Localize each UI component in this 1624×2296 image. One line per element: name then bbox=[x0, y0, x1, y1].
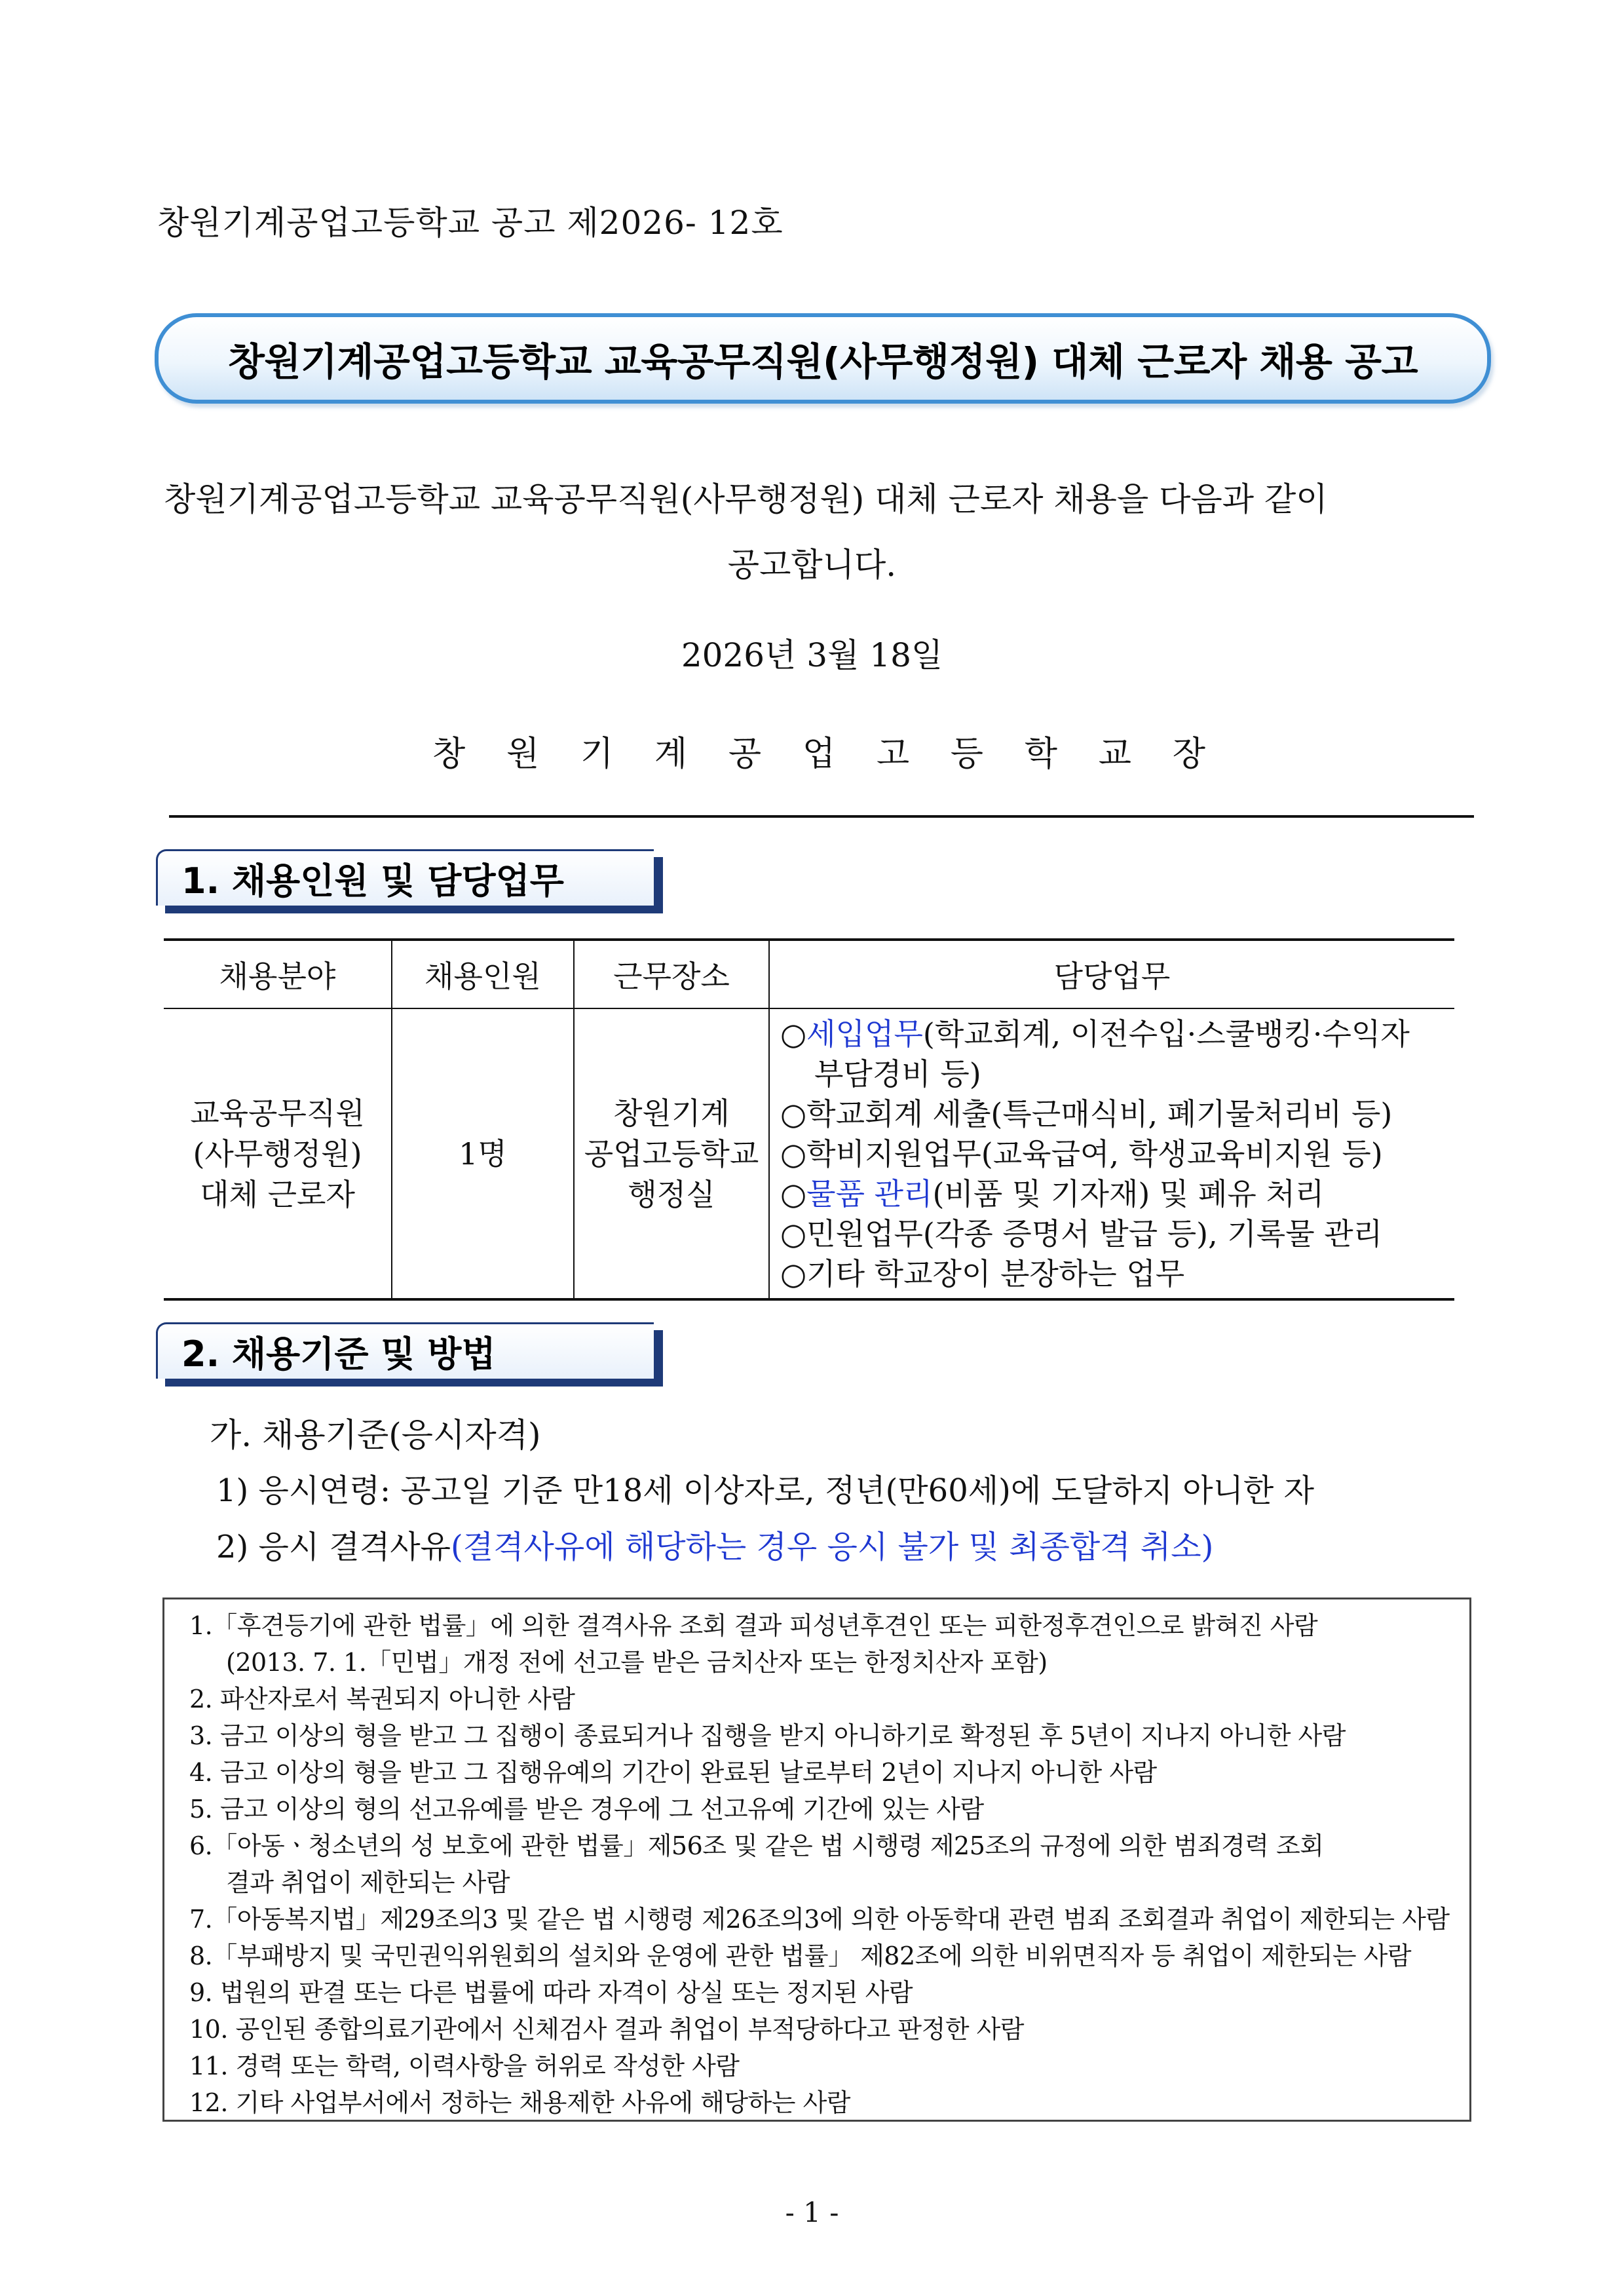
list-item: 1.「후견등기에 관한 법률」에 의한 결격사유 조회 결과 피성년후견인 또는 피한정후견인으로 밝혀진 사람 bbox=[189, 1611, 1318, 1640]
header-count: 채용인원 bbox=[392, 940, 574, 1008]
page-number: - 1 - bbox=[785, 2196, 839, 2229]
list-item: 6.「아동ㆍ청소년의 성 보호에 관한 법률」제56조 및 같은 법 시행령 제25조의 규정에 의한 범죄경력 조회 bbox=[189, 1831, 1324, 1860]
header-field: 채용분야 bbox=[164, 940, 392, 1008]
list-item: 2. 파산자로서 복권되지 아니한 사람 bbox=[189, 1685, 575, 1713]
duty-highlight: 물품 관리 bbox=[806, 1176, 933, 1212]
principal-char: 원 bbox=[506, 735, 540, 774]
list-item: 4. 금고 이상의 형을 받고 그 집행유예의 기간이 완료된 날로부터 2년이 지나지 아니한 사람 bbox=[189, 1758, 1157, 1787]
principal-char: 등 bbox=[950, 735, 984, 774]
duty-item: ○기타 학교장이 분장하는 업무 bbox=[780, 1256, 1185, 1292]
duty-item-cont: 부담경비 등) bbox=[814, 1056, 981, 1092]
header-duties: 담당업무 bbox=[769, 940, 1454, 1008]
disqualification-box bbox=[162, 1598, 1471, 2122]
section-1-title: 1. 채용인원 및 담당업무 bbox=[181, 860, 564, 902]
list-item: 10. 공인된 종합의료기관에서 신체검사 결과 취업이 부적당하다고 판정한 사람 bbox=[189, 2015, 1025, 2044]
list-item: 5. 금고 이상의 형의 선고유예를 받은 경우에 그 선고유예 기간에 있는 사람 bbox=[189, 1795, 984, 1824]
principal-char: 계 bbox=[654, 735, 688, 774]
list-item: 11. 경력 또는 학력, 이력사항을 허위로 작성한 사람 bbox=[189, 2052, 740, 2080]
list-item: 9. 법원의 판결 또는 다른 법률에 따라 자격이 상실 또는 정지된 사람 bbox=[189, 1978, 913, 2007]
section-1-heading bbox=[156, 849, 654, 906]
list-item: 12. 기타 사업부서에서 정하는 채용제한 사유에 해당하는 사람 bbox=[189, 2088, 850, 2117]
header-place: 근무장소 bbox=[574, 940, 769, 1008]
list-item: 결과 취업이 제한되는 사람 bbox=[226, 1868, 510, 1897]
document-title: 창원기계공업고등학교 교육공무직원(사무행정원) 대체 근로자 채용 공고 bbox=[227, 339, 1418, 384]
cell-count: 1명 bbox=[392, 1008, 574, 1299]
criteria-2-label: 2) 응시 결격사유 bbox=[216, 1529, 451, 1565]
announcement-date: 2026년 3월 18일 bbox=[681, 636, 943, 674]
criteria-age: 1) 응시연령: 공고일 기준 만18세 이상자로, 정년(만60세)에 도달하지 아니한 자 bbox=[216, 1472, 1314, 1509]
principal-char: 업 bbox=[802, 735, 836, 774]
notice-number: 창원기계공업고등학교 공고 제2026- 12호 bbox=[157, 204, 784, 242]
place-line: 창원기계 bbox=[613, 1095, 730, 1131]
principal-char: 교 bbox=[1098, 735, 1131, 774]
field-line: 대체 근로자 bbox=[200, 1176, 355, 1212]
intro-line-1: 창원기계공업고등학교 교육공무직원(사무행정원) 대체 근로자 채용을 다음과 같이 bbox=[164, 480, 1328, 518]
cell-place bbox=[574, 1008, 769, 1299]
principal-char: 고 bbox=[876, 735, 910, 774]
principal-char: 기 bbox=[580, 735, 614, 774]
criteria-2-note: (결격사유에 해당하는 경우 응시 불가 및 최종합격 취소) bbox=[451, 1529, 1214, 1565]
criteria-subheading: 가. 채용기준(응시자격) bbox=[210, 1416, 541, 1454]
duty-item: ○민원업무(각종 증명서 발급 등), 기록물 관리 bbox=[780, 1216, 1383, 1252]
duty-item: ○세입업무(학교회계, 이전수입·스쿨뱅킹·수익자 bbox=[780, 1016, 1410, 1052]
duty-item: ○학교회계 세출(특근매식비, 폐기물처리비 등) bbox=[780, 1096, 1393, 1132]
title-banner bbox=[155, 313, 1491, 404]
cell-field bbox=[164, 1008, 392, 1299]
list-item: (2013. 7. 1.「민법」개정 전에 선고를 받은 금치산자 또는 한정치산자 포함) bbox=[226, 1648, 1048, 1677]
intro-line-2: 공고합니다. bbox=[727, 546, 897, 584]
section-2-title: 2. 채용기준 및 방법 bbox=[181, 1333, 496, 1375]
cell-duties bbox=[769, 1008, 1454, 1299]
recruitment-table bbox=[164, 938, 1454, 1301]
duty-item: ○물품 관리(비품 및 기자재) 및 폐유 처리 bbox=[780, 1176, 1325, 1212]
duty-highlight: 세입업무 bbox=[806, 1016, 923, 1052]
field-line: (사무행정원) bbox=[193, 1136, 362, 1172]
list-item: 7.「아동복지법」제29조의3 및 같은 법 시행령 제26조의3에 의한 아동학대 관련 범죄 조회결과 취업이 제한되는 사람 bbox=[189, 1905, 1450, 1934]
disqualification-list bbox=[189, 1607, 1469, 2121]
table-header-row bbox=[164, 940, 1454, 1008]
principal-char: 공 bbox=[728, 735, 762, 774]
place-line: 공업고등학교 bbox=[584, 1136, 759, 1172]
principal-char: 장 bbox=[1172, 735, 1205, 774]
principal-char: 학 bbox=[1024, 735, 1057, 774]
list-item: 3. 금고 이상의 형을 받고 그 집행이 종료되거나 집행을 받지 아니하기로 확정된 후 5년이 지나지 아니한 사람 bbox=[189, 1721, 1346, 1750]
divider-line bbox=[169, 815, 1474, 818]
principal-char: 창 bbox=[432, 735, 466, 774]
duty-item: ○학비지원업무(교육급여, 학생교육비지원 등) bbox=[780, 1136, 1383, 1172]
list-item: 8.「부패방지 및 국민권익위원회의 설치와 운영에 관한 법률」 제82조에 의한 비위면직자 등 취업이 제한되는 사람 bbox=[189, 1942, 1412, 1970]
place-line: 행정실 bbox=[628, 1176, 715, 1212]
table-row bbox=[164, 1008, 1454, 1299]
section-2-heading bbox=[156, 1322, 654, 1379]
field-line: 교육공무직원 bbox=[190, 1095, 365, 1131]
criteria-disqualification bbox=[216, 1521, 1213, 1567]
principal-signature bbox=[432, 726, 1205, 775]
